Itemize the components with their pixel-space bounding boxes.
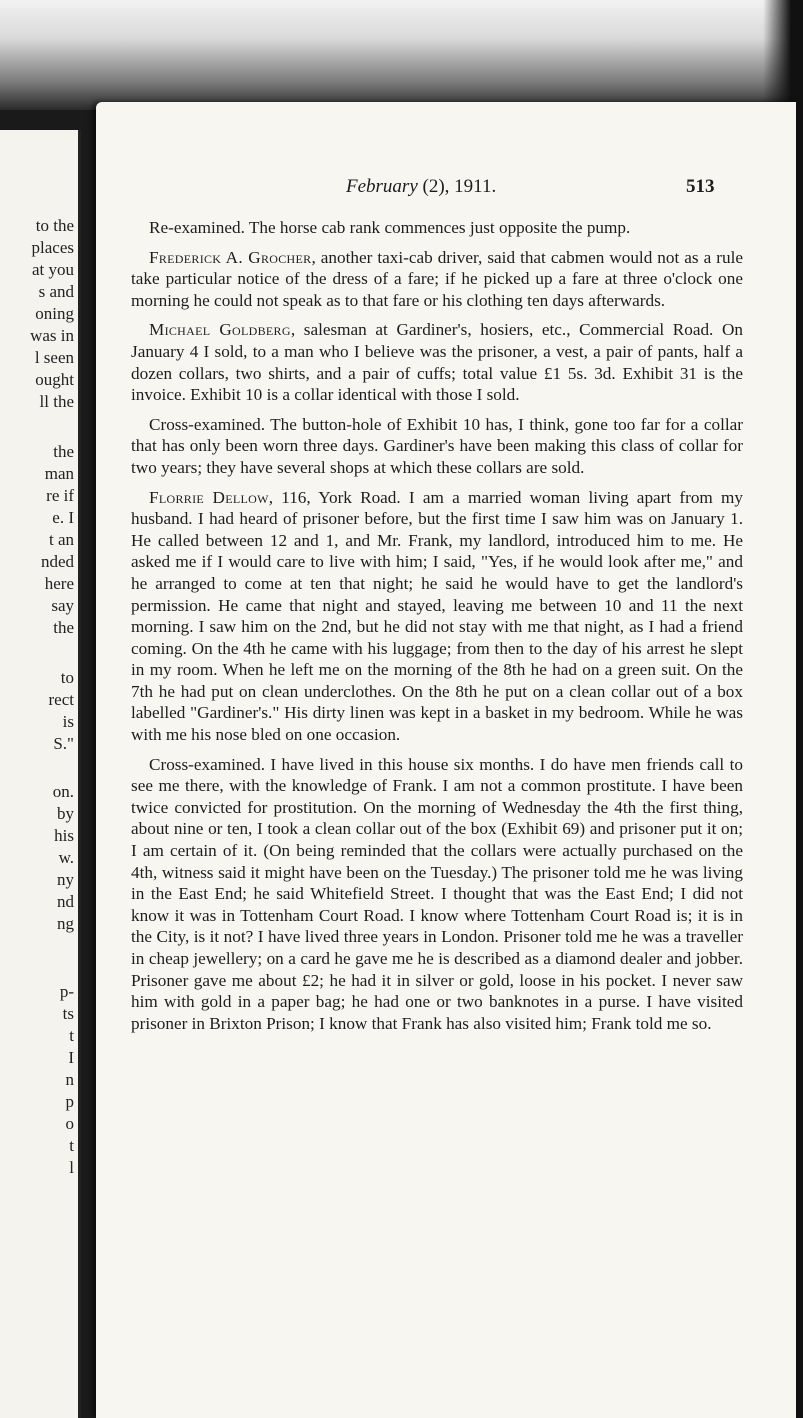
left-page-fragment: t xyxy=(69,1136,74,1155)
left-page-fragment: nded xyxy=(40,552,74,571)
page-body xyxy=(131,217,743,1042)
paragraph xyxy=(131,247,743,312)
left-page-fragment: the xyxy=(53,442,74,461)
left-page-fragment: t xyxy=(69,1026,74,1045)
left-page-fragment: ll the xyxy=(39,392,74,411)
paragraph xyxy=(131,487,743,746)
left-page-fragment: ts xyxy=(62,1004,74,1023)
left-page-fragment: re if xyxy=(46,486,74,505)
left-page-fragment: oning xyxy=(35,304,74,323)
left-page-fragment: l xyxy=(69,1158,74,1177)
paragraph-text: , another taxi-cab driver, said that cabmen would not as a rule take particular notice of the dress of a fare; if he picked up a fare at three o'clock one morning he could not speak as to that fare or his clothing ten days afterwards. xyxy=(131,247,743,310)
left-page-fragment: the xyxy=(53,618,74,637)
witness-name: Michael Goldberg xyxy=(149,320,291,340)
paragraph-text: Cross-examined. The button-hole of Exhibit 10 has, I think, gone too far for a collar that has only been worn three days. Gardiner's have been making this class of collar for two years; they have several shops at which these collars are sold. xyxy=(131,414,743,477)
left-page-fragment: ny xyxy=(57,870,74,889)
left-page-fragment: l seen xyxy=(34,348,74,367)
document-page xyxy=(96,102,796,1418)
running-header xyxy=(96,176,736,202)
paragraph-text: , salesman at Gardiner's, hosiers, etc., Commercial Road. On January 4 I sold, to a man who I believe was the prisoner, a vest, a pair of pants, half a dozen collars, two shirts, and a pair of cuffs; total value £1 5s. 3d. Exhibit 31 is the invoice. Exhibit 10 is a collar identical with those I sold. xyxy=(131,320,743,405)
paragraph xyxy=(131,754,743,1035)
paragraph xyxy=(131,319,743,405)
left-page-fragment: to the xyxy=(35,216,74,235)
left-page-fragment: s and xyxy=(38,282,74,301)
left-page-fragment: rect xyxy=(48,690,74,709)
left-page-fragment: o xyxy=(65,1114,74,1133)
paragraph-text: , 116, York Road. I am a married woman living apart from my husband. I had heard of prisoner before, but the first time I saw him was on January 1. He called between 12 and 1, and Mr. Frank, my landlord, introduced him to me. He asked me if I would care to live with him; I said, "Yes, if he would look after me," and he arranged to come at ten that night; he said he would have to get the landlord's permission. He came that night and stayed, leaving me between 10 and 11 the next morning. I saw him on the 2nd, but he did not stay with me that night, as I had a friend coming. On the 4th he came with his luggage; from then to the day of his arrest he slept in my room. When he left me on the morning of the 8th he had on a green suit. On the 7th he had put on clean underclothes. On the 8th he put on a clean collar out of a box labelled "Gardiner's." His dirty linen was kept in a basket in my bedroom. While he was with me his nose bled on one occasion. xyxy=(131,487,743,745)
left-page-fragment: n xyxy=(65,1070,74,1089)
witness-name: Florrie Dellow xyxy=(149,487,269,507)
scan-background-top xyxy=(0,0,803,110)
left-page-fragment: was in xyxy=(30,326,74,345)
left-page-fragment: on. xyxy=(52,782,74,801)
page-number: 513 xyxy=(686,176,715,197)
left-page-fragment: p- xyxy=(59,982,74,1001)
left-page-fragment: S." xyxy=(53,734,74,753)
previous-page-edge xyxy=(0,130,81,1418)
paragraph xyxy=(131,414,743,479)
left-page-fragment: I xyxy=(68,1048,74,1067)
left-page-fragment: e. I xyxy=(52,508,74,527)
left-page-fragment: to xyxy=(60,668,74,687)
left-page-fragment: p xyxy=(65,1092,74,1111)
left-page-fragment: t an xyxy=(48,530,74,549)
left-page-fragment: w. xyxy=(58,848,74,867)
left-page-fragment: nd xyxy=(57,892,74,911)
witness-name: Frederick A. Grocher xyxy=(149,247,312,267)
paragraph-text: Re-examined. The horse cab rank commences just opposite the pump. xyxy=(149,218,631,237)
left-page-fragment: is xyxy=(62,712,74,731)
left-page-fragment: by xyxy=(57,804,74,823)
left-page-fragment: places xyxy=(31,238,74,257)
paragraph xyxy=(131,217,743,239)
running-title: February (2), 1911. xyxy=(346,176,497,197)
paragraph-text: Cross-examined. I have lived in this house six months. I do have men friends call to see me there, with the knowledge of Frank. I am not a common prostitute. I have been twice convicted for prostitution. On the morning of Wednesday the 4th the first thing, about nine or ten, I took a clean collar out of the box (Exhibit 69) and prisoner put it on; I am certain of it. (On being reminded that the collars were actually purchased on the 4th, witness said it might have been on the Tuesday.) The prisoner told me he was living in the East End; he said Whitefield Street. I thought that was the East End; I did not know it was in Tottenham Court Road. I know where Tottenham Court Road is; it is in the City, is it not? I have lived three years in London. Prisoner told me he was a traveller in cheap jewellery; on a card he gave me he is described as a diamond dealer and jobber. Prisoner gave me about £2; he had it in silver or gold, loose in his pocket. I never saw him with gold in a paper bag; he had one or two banknotes in a purse. I have visited prisoner in Brixton Prison; I know that Frank has also visited him; Frank told me so. xyxy=(131,754,743,1033)
left-page-fragment: say xyxy=(51,596,74,615)
left-page-fragment: here xyxy=(44,574,74,593)
left-page-fragment: at you xyxy=(31,260,74,279)
left-page-fragment: his xyxy=(54,826,74,845)
left-page-fragment: man xyxy=(44,464,74,483)
left-page-fragment: ought xyxy=(35,370,74,389)
left-page-fragment: ng xyxy=(57,914,74,933)
